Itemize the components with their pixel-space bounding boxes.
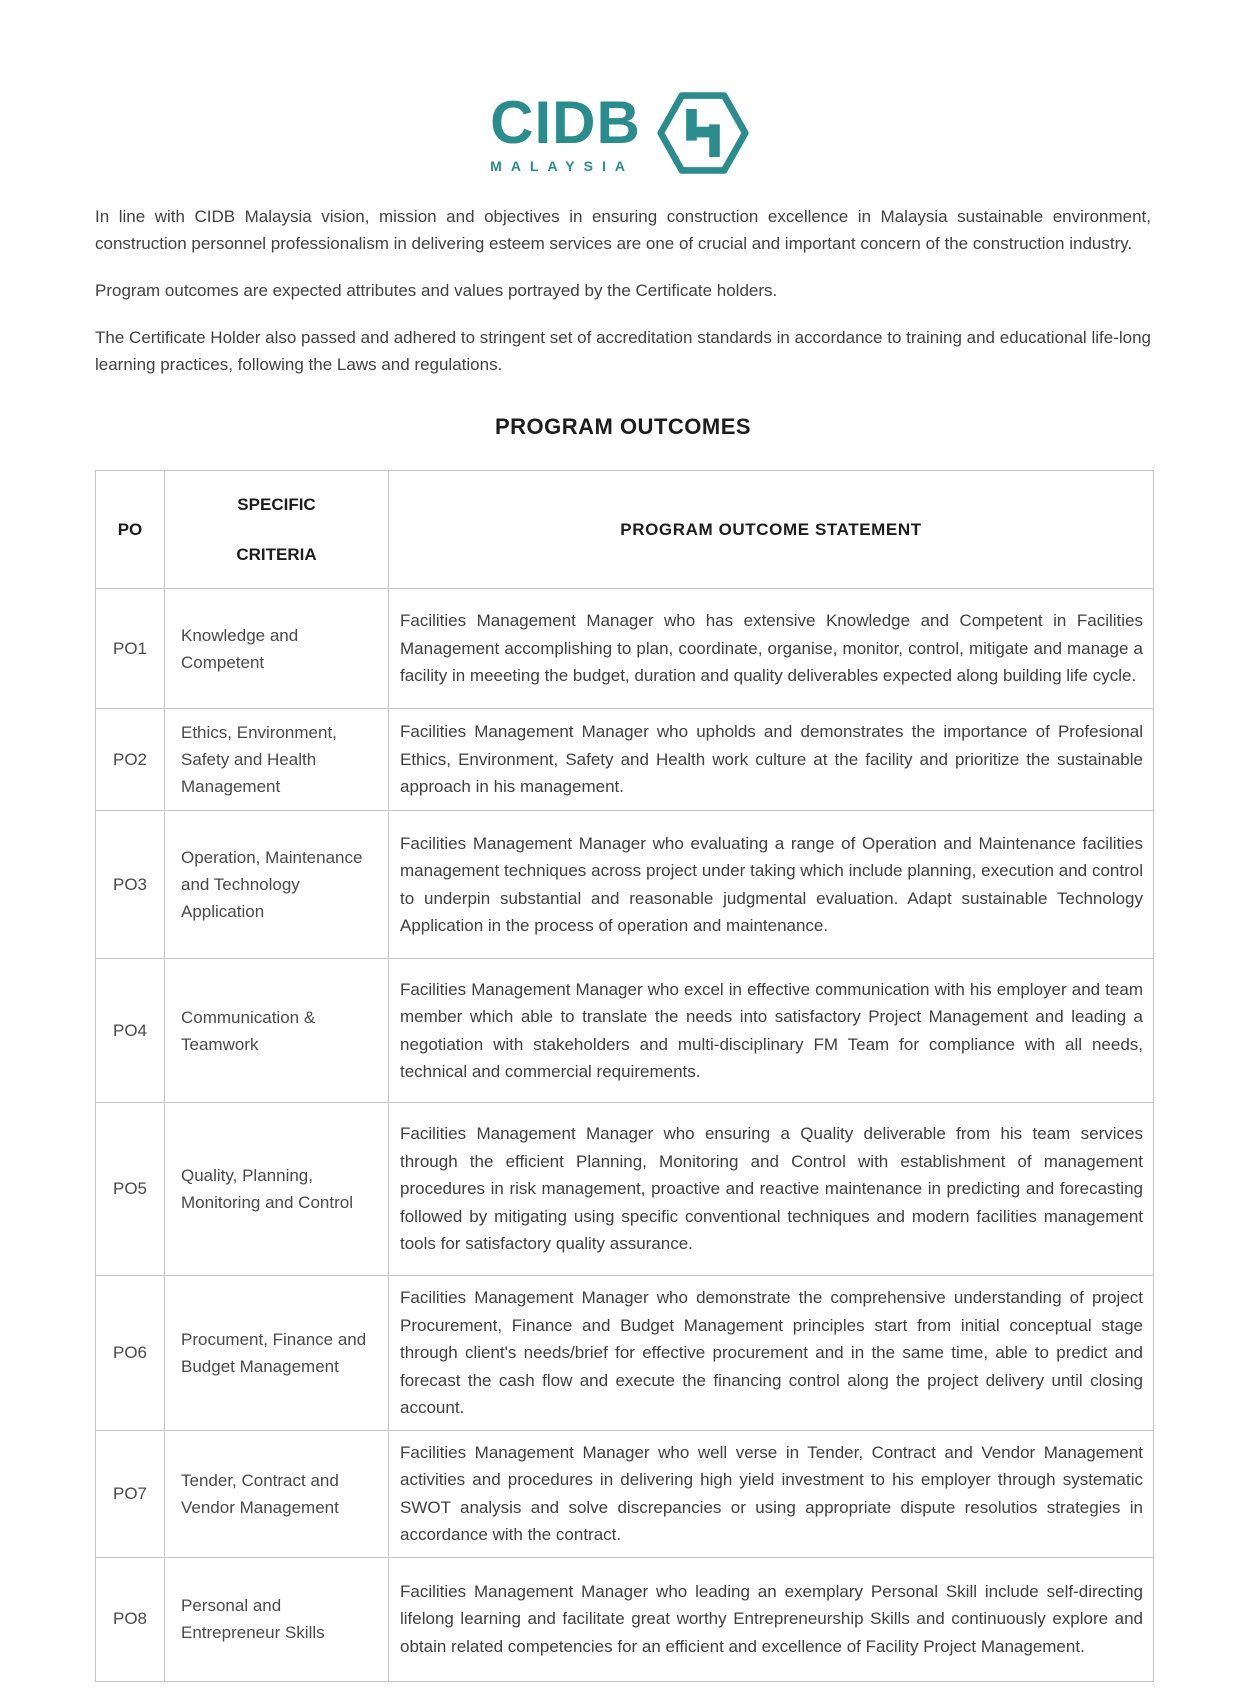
specific-criteria: Communication & Teamwork (165, 959, 389, 1103)
table-row-po4 (96, 959, 1154, 1103)
program-outcomes-table (95, 470, 1154, 1682)
cidb-brand-text: CIDB (490, 89, 641, 156)
outcome-statement: Facilities Management Manager who has extensive Knowledge and Competent in Facilities Management accomplishing to plan, coordinate, organise, monitor, control, mitigate and manage a facility in meeeting the budget, duration and quality deliverables expected along building life cycle. (389, 589, 1154, 709)
po-code: PO5 (96, 1103, 165, 1276)
column-header-specific-criteria (165, 471, 389, 589)
table-header-row (96, 471, 1154, 589)
specific-criteria: Quality, Planning, Monitoring and Control (165, 1103, 389, 1276)
specific-criteria: Personal and Entrepreneur Skills (165, 1557, 389, 1681)
po-code: PO1 (96, 589, 165, 709)
cidb-malaysia-text: MALAYSIA (490, 158, 634, 174)
specific-criteria: Knowledge and Competent (165, 589, 389, 709)
table-row-po7 (96, 1430, 1154, 1557)
column-header-outcome-statement: PROGRAM OUTCOME STATEMENT (389, 471, 1154, 589)
specific-criteria: Operation, Maintenance and Technology Application (165, 811, 389, 959)
cidb-logo-text (490, 89, 641, 174)
po-code: PO6 (96, 1276, 165, 1431)
table-row-po8 (96, 1557, 1154, 1681)
outcome-statement: Facilities Management Manager who upholds and demonstrates the importance of Profesional Ethics, Environment, Safety and Health work culture at the facility and prioritize the sustainable approach in his management. (389, 709, 1154, 811)
po-code: PO7 (96, 1430, 165, 1557)
intro-paragraph-2: Program outcomes are expected attributes and values portrayed by the Certificate holders. (95, 281, 778, 300)
intro-paragraph-1: In line with CIDB Malaysia vision, mission and objectives in ensuring construction excellence in Malaysia sustainable environment, construction personnel professionalism in delivering esteem services are one of crucial and important concern of the construction industry. (95, 207, 1151, 253)
outcome-statement: Facilities Management Manager who evaluating a range of Operation and Maintenance facilities management techniques across project under taking which include planning, execution and control to underpin substantial and reasonable judgmental evaluation. Adapt sustainable Technology Application in the process of operation and maintenance. (389, 811, 1154, 959)
outcome-statement: Facilities Management Manager who leading an exemplary Personal Skill include self-directing lifelong learning and facilitate great worthy Entrepreneurship Skills and continuously explore and obtain related competencies for an efficient and excellence of Facility Project Management. (389, 1557, 1154, 1681)
table-row-po6 (96, 1276, 1154, 1431)
outcome-statement: Facilities Management Manager who ensuring a Quality deliverable from his team services through the efficient Planning, Monitoring and Control with establishment of management procedures in risk management, proactive and reactive maintenance in predicting and forecasting followed by mitigating using specific conventional techniques and modern facilities management tools for satisfactory quality assurance. (389, 1103, 1154, 1276)
po-code: PO3 (96, 811, 165, 959)
column-header-po: PO (96, 471, 165, 589)
column-header-specific-criteria-line1: SPECIFIC (237, 494, 316, 514)
table-row-po1 (96, 589, 1154, 709)
table-row-po3 (96, 811, 1154, 959)
po-code: PO4 (96, 959, 165, 1103)
document-body (95, 203, 1151, 1682)
specific-criteria: Procument, Finance and Budget Management (165, 1276, 389, 1431)
program-outcomes-title: PROGRAM OUTCOMES (494, 414, 752, 439)
outcome-statement: Facilities Management Manager who demonstrate the comprehensive understanding of project Procurement, Finance and Budget Management principles start from initial conceptual stage through client's needs/brief for effective procurement and in the same time, able to predict and forecast the cash flow and execute the financing control along the project delivery until closing account. (389, 1276, 1154, 1431)
outcome-statement: Facilities Management Manager who well verse in Tender, Contract and Vendor Management activities and procedures in delivering high yield investment to his employer through systematic SWOT analysis and solve discrepancies or using appropriate dispute resolutios strategies in accordance with the contract. (389, 1430, 1154, 1557)
po-code: PO8 (96, 1557, 165, 1681)
cidb-hexagon-logo-icon (655, 85, 751, 181)
column-header-specific-criteria-line2: CRITERIA (236, 544, 317, 564)
specific-criteria: Tender, Contract and Vendor Management (165, 1430, 389, 1557)
cidb-logo (0, 0, 1241, 181)
table-row-po5 (96, 1103, 1154, 1276)
po-code: PO2 (96, 709, 165, 811)
specific-criteria: Ethics, Environment, Safety and Health Management (165, 709, 389, 811)
intro-paragraph-3: The Certificate Holder also passed and adhered to stringent set of accreditation standards in accordance to training and educational life-long learning practices, following the Laws and regulations. (95, 328, 1151, 374)
outcome-statement: Facilities Management Manager who excel in effective communication with his employer and team member which able to translate the needs into satisfactory Project Management and leading a negotiation with stakeholders and multi-disciplinary FM Team for compliance with all needs, technical and commercial requirements. (389, 959, 1154, 1103)
table-row-po2 (96, 709, 1154, 811)
